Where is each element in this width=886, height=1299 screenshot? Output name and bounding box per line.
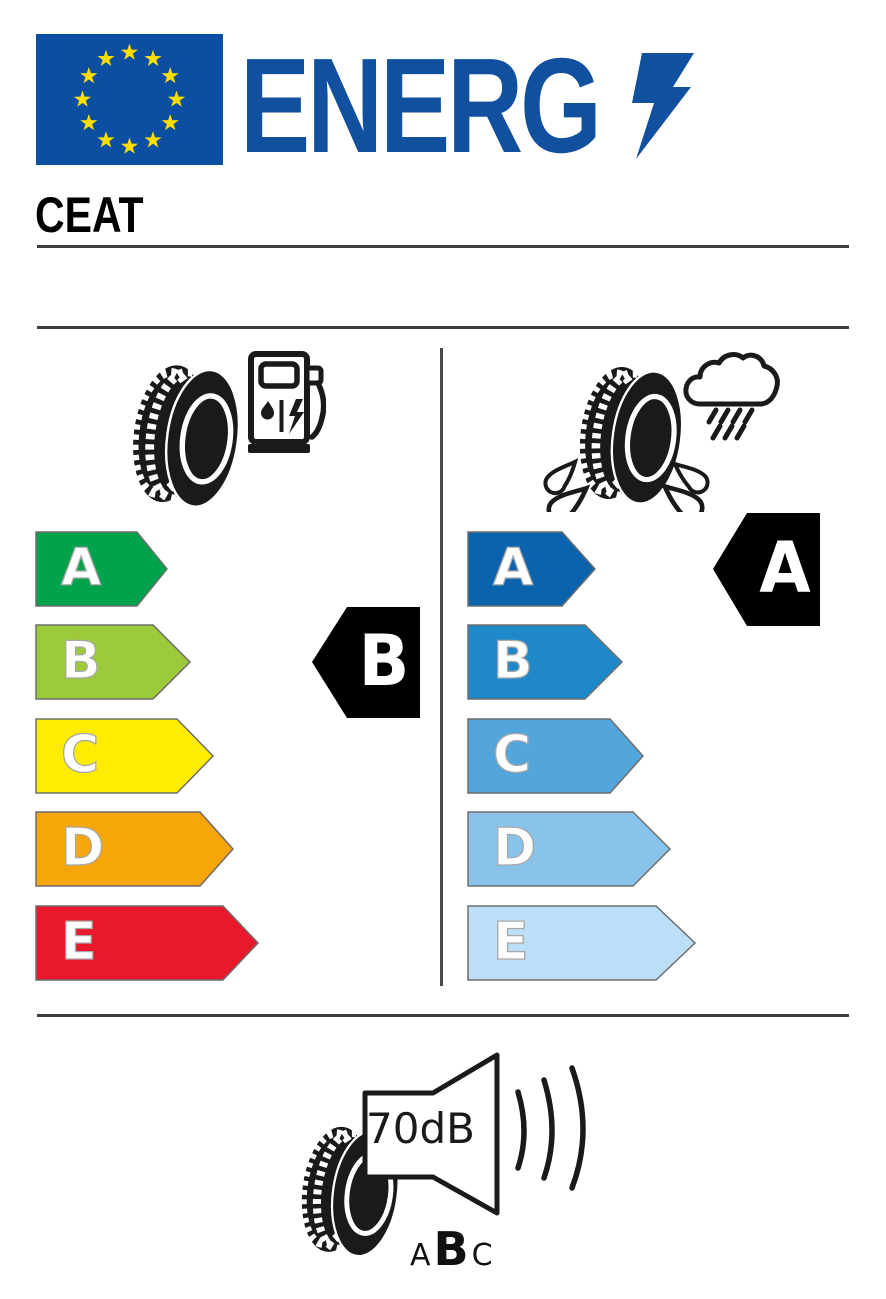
- separator-line-upper: [37, 326, 849, 329]
- wet-bar-letter: A: [493, 537, 534, 598]
- fuel-rating-bar-d: [35, 811, 235, 887]
- wet-rating-bar-e: [467, 905, 697, 981]
- wet-rating-arrow: [711, 511, 822, 628]
- noise-class-c: C: [471, 1238, 493, 1273]
- energy-logo: [240, 36, 640, 166]
- brand-name: CEAT: [35, 187, 144, 243]
- wet-rating-bar-b: [467, 624, 624, 700]
- fuel-bar-letter: C: [61, 724, 100, 785]
- sound-waves-icon: [518, 1068, 583, 1188]
- wet-rating-bar-d: [467, 811, 672, 887]
- noise-class-b-selected: B: [433, 1222, 469, 1276]
- eu-flag: [36, 34, 223, 165]
- tire-icon: [127, 362, 245, 510]
- column-divider: [440, 348, 443, 986]
- wet-rating-bar-c: [467, 718, 645, 794]
- wet-bar-letter: D: [493, 817, 537, 878]
- fuel-rating-bar-c: [35, 718, 215, 794]
- noise-decibel-value: 70dB: [366, 1104, 475, 1153]
- wet-bar-letter: E: [493, 911, 529, 972]
- fuel-bar-letter: E: [61, 911, 97, 972]
- wet-bar-letter: B: [493, 630, 533, 691]
- separator-line-top: [37, 245, 849, 248]
- fuel-rating-letter: B: [358, 619, 410, 702]
- wet-rating-bar-a: [467, 531, 597, 607]
- energy-logo-text: ENERG: [240, 36, 599, 166]
- rain-cloud-icon: [682, 349, 782, 441]
- noise-class-indicator: [410, 1222, 493, 1276]
- fuel-rating-arrow: [310, 605, 422, 720]
- fuel-bar-letter: B: [61, 630, 101, 691]
- fuel-rating-bar-a: [35, 531, 169, 607]
- wet-bar-letter: C: [493, 724, 532, 785]
- separator-line-bottom: [37, 1014, 849, 1017]
- fuel-bar-letter: A: [61, 537, 102, 598]
- fuel-bar-letter: D: [61, 817, 105, 878]
- lightning-bolt-icon: [628, 53, 698, 159]
- fuel-pump-icon: [248, 351, 326, 453]
- noise-class-a: A: [410, 1238, 431, 1273]
- fuel-rating-bar-e: [35, 905, 260, 981]
- fuel-rating-bar-b: [35, 624, 192, 700]
- rain-drops: [709, 410, 752, 438]
- wet-rating-letter: A: [759, 526, 811, 609]
